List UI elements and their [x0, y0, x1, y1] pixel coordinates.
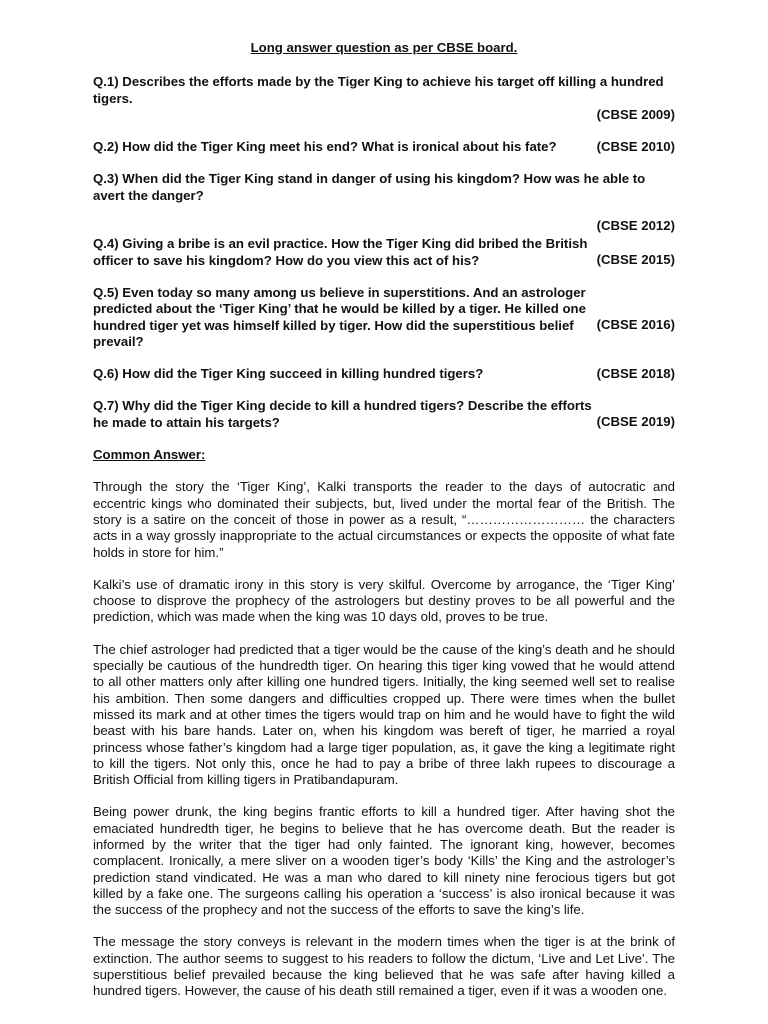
question-6: [93, 366, 675, 382]
document-page: [93, 40, 675, 1016]
question-7-source: (CBSE 2019): [596, 414, 675, 430]
question-4-source: (CBSE 2015): [596, 252, 675, 268]
question-4-text: Q.4) Giving a bribe is an evil practice. How the Tiger King did bribed the British officer to save his kingdom? How do you view this act of his?: [93, 236, 588, 268]
question-3-text: Q.3) When did the Tiger King stand in danger of using his kingdom? How was he able to avert the danger?: [93, 171, 646, 203]
answer-paragraph: The chief astrologer had predicted that a tiger would be the cause of the king’s death and he should specially be cautious of the hundredth tiger. On hearing this tiger king vowed that he would attend to all other matters only after killing one hundred tigers. Initially, the king seemed well set to realise his ambition. Then some dangers and difficulties cropped up. There were times when the bullet missed its mark and at other times the tigers would trap on him and he would have to fight the wild beast with his bare hands. Later on, when his kingdom was bereft of tiger, he married a royal princess whose father’s kingdom had a large tiger population, as, it gave the king a legitimate right to kill the tigers. Not only this, once he had to pay a bribe of three lakh rupees to discourage a British Official from killing tigers in Pratibandapuram.: [93, 641, 675, 788]
answer-paragraph: Through the story the ‘Tiger King’, Kalki transports the reader to the days of autocratic and eccentric kings who dominated their subjects, but, lived under the mortal fear of the British. The story is a satire on the conceit of those in power as a result, “……………………… the characters acts in a way grossly inappropriate to the actual circumstances or expects the opposite of what fate holds in store for him.”: [93, 479, 675, 560]
question-2-text: Q.2) How did the Tiger King meet his end? What is ironical about his fate?: [93, 139, 557, 155]
question-2-source: (CBSE 2010): [596, 139, 675, 155]
question-6-source: (CBSE 2018): [596, 366, 675, 382]
question-1-text: Q.1) Describes the efforts made by the Tiger King to achieve his target off killing a hundred tigers.: [93, 74, 664, 106]
question-4: [93, 236, 675, 269]
question-3: [93, 171, 675, 234]
question-2: [93, 139, 675, 155]
question-1: [93, 74, 675, 123]
answer-paragraph: Being power drunk, the king begins frantic efforts to kill a hundred tiger. After having shot the emaciated hundredth tiger, he begins to believe that he has overcome death. But the reader is informed by the writer that the tiger had only fainted. The ignorant king, however, becomes complacent. Ironically, a mere sliver on a wooden tiger’s body ‘Kills’ the King and the astrologer’s prediction stand vindicated. He was a man who dared to kill ninety nine ferocious tigers but got killed by a fake one. The surgeons calling his operation a ‘success’ is also ironical because it was the success of the prophecy and not the success of the efforts to save the king’s life.: [93, 804, 675, 918]
question-1-source: (CBSE 2009): [596, 106, 675, 122]
document-title: Long answer question as per CBSE board.: [250, 40, 518, 55]
question-3-source: (CBSE 2012): [596, 218, 675, 234]
question-5-text: Q.5) Even today so many among us believe in superstitions. And an astrologer predicted about the ‘Tiger King’ that he would be killed by a tiger. He killed one hundred tiger yet was himself killed by tiger. How did the superstitious belief prevail?: [93, 284, 586, 349]
question-5: [93, 285, 675, 350]
answer-paragraph: Kalki’s use of dramatic irony in this story is very skilful. Overcome by arrogance, the ‘Tiger King’ choose to disprove the prophecy of the astrologers but destiny proves to be all powerful and the prediction, which was made when the king was 10 days old, proves to be true.: [93, 576, 675, 625]
question-6-text: Q.6) How did the Tiger King succeed in killing hundred tigers?: [93, 366, 484, 382]
question-5-source: (CBSE 2016): [596, 316, 675, 332]
answer-heading: Common Answer:: [93, 447, 206, 463]
question-7-text: Q.7) Why did the Tiger King decide to kill a hundred tigers? Describe the efforts he made to attain his targets?: [93, 398, 592, 430]
answer-paragraph: The message the story conveys is relevant in the modern times when the tiger is at the brink of extinction. The author seems to suggest to his readers to follow the dictum, ‘Live and Let Live’. The superstitious belief prevailed because the king believed that he was safe after having killed a hundred tigers. However, the cause of his death still remained a tiger, even if it was a wooden one.: [93, 934, 675, 999]
question-7: [93, 398, 675, 431]
